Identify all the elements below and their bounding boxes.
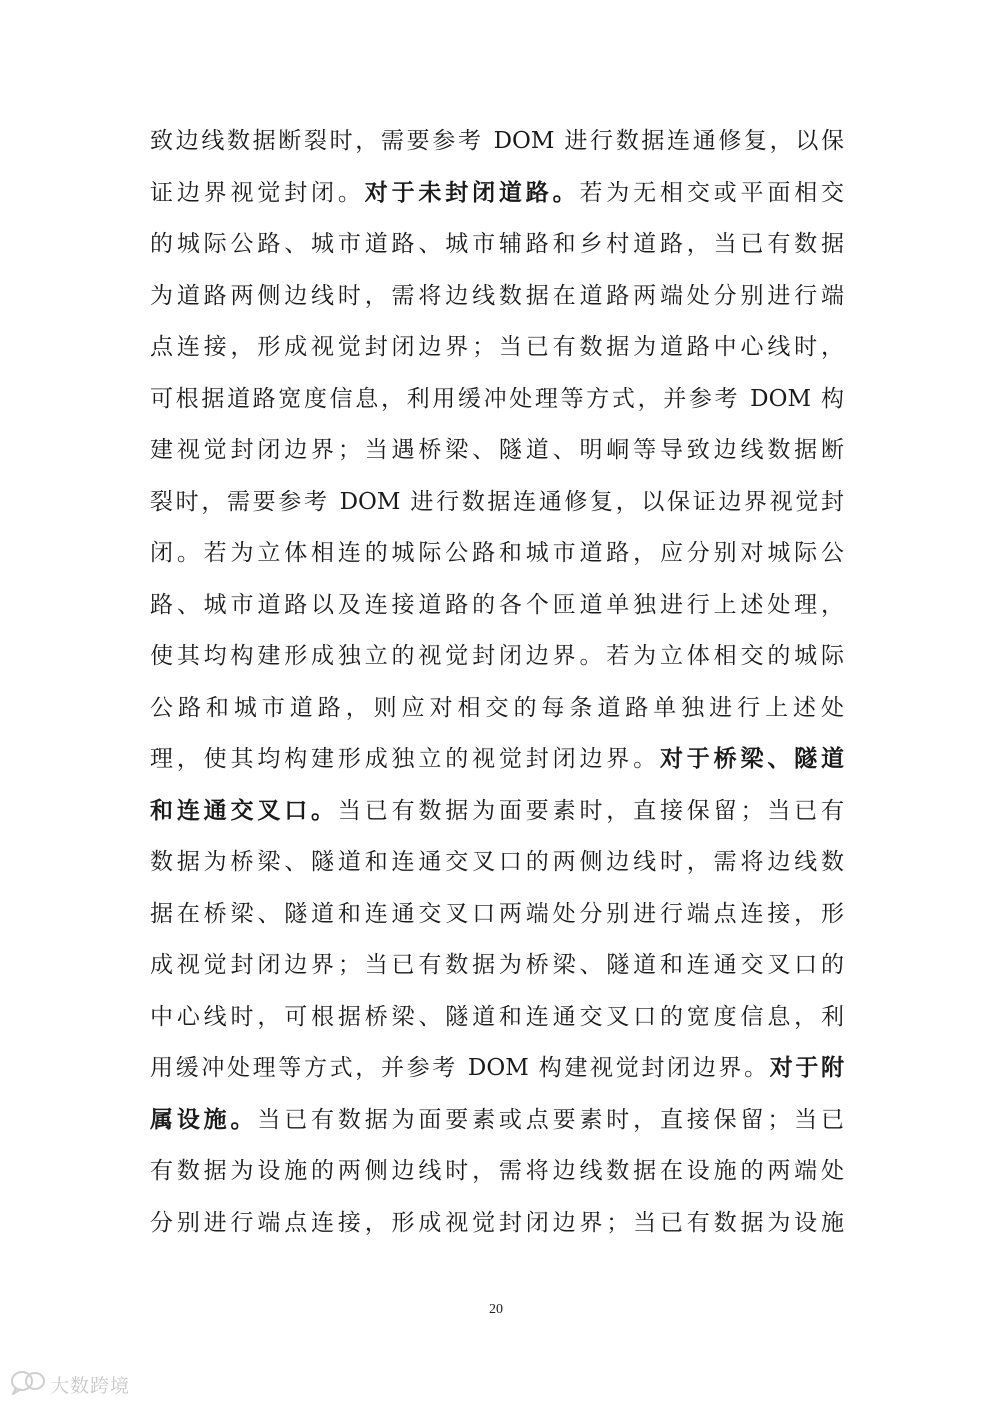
watermark <box>10 1370 130 1398</box>
body-text-span: 中心线时，可根据桥梁、隧道和连通交叉口的宽度信息，利 <box>150 1003 844 1030</box>
body-text-span: 证边界视觉封闭。 <box>150 179 365 206</box>
body-text-span: 当已有数据为面要素时，直接保留；当已有 <box>337 797 844 824</box>
body-text-span: 路、城市道路以及连接道路的各个匝道单独进行上述处理， <box>150 591 844 618</box>
body-text-span: 使其均构建形成独立的视觉封闭边界。若为立体相交的城际 <box>150 643 844 669</box>
body-text-span: 有数据为设施的两侧边线时，需将边线数据在设施的两端处 <box>150 1158 844 1184</box>
text-line <box>150 219 844 271</box>
text-line <box>150 889 844 941</box>
text-line <box>150 1198 844 1250</box>
page-number: 20 <box>489 1302 503 1317</box>
bold-heading-text: 对于附 <box>769 1055 844 1081</box>
body-text-span: 用缓冲处理等方式，并参考 DOM 构建视觉封闭边界。 <box>150 1055 770 1081</box>
watermark-text: 大数跨境 <box>50 1374 131 1397</box>
body-text-span: 的城际公路、城市道路、城市辅路和乡村道路，当已有数据 <box>150 231 844 257</box>
text-line <box>150 1043 844 1095</box>
body-text-span: 点连接，形成视觉封闭边界；当已有数据为道路中心线时， <box>150 334 844 360</box>
text-line <box>150 477 844 529</box>
text-line <box>150 116 844 168</box>
text-line <box>150 683 844 735</box>
text-line <box>150 168 844 220</box>
chat-bubble-logo-icon <box>10 1369 46 1399</box>
text-line <box>150 322 844 374</box>
body-text-span: 可根据道路宽度信息，利用缓冲处理等方式，并参考 DOM 构 <box>150 385 844 412</box>
text-line <box>150 992 844 1044</box>
text-line <box>150 940 844 992</box>
text-line <box>150 425 844 477</box>
body-text-span: 分别进行端点连接，形成视觉封闭边界；当已有数据为设施 <box>150 1209 844 1236</box>
body-text-span: 当已有数据为面要素或点要素时，直接保留；当已 <box>257 1106 844 1133</box>
text-line <box>150 1095 844 1147</box>
bold-heading-text: 属设施。 <box>150 1106 258 1133</box>
body-text-span: 数据为桥梁、隧道和连通交叉口的两侧边线时，需将边线数 <box>150 849 844 875</box>
text-line <box>150 271 844 323</box>
bold-heading-text: 对于未封闭道路。 <box>364 179 580 206</box>
body-text-span: 致边线数据断裂时，需要参考 DOM 进行数据连通修复，以保 <box>150 128 844 154</box>
text-line <box>150 837 844 889</box>
body-text-span: 若为无相交或平面相交 <box>579 179 844 206</box>
body-paragraph <box>150 116 844 1249</box>
body-text-span: 公路和城市道路，则应对相交的每条道路单独进行上述处 <box>150 694 844 721</box>
text-line <box>150 631 844 683</box>
body-text-span: 理，使其均构建形成独立的视觉封闭边界。 <box>150 746 660 772</box>
body-text-span: 成视觉封闭边界；当已有数据为桥梁、隧道和连通交叉口的 <box>150 952 844 978</box>
body-text-span: 闭。若为立体相连的城际公路和城市道路，应分别对城际公 <box>150 540 844 566</box>
text-line <box>150 374 844 426</box>
text-line <box>150 528 844 580</box>
text-line <box>150 1146 844 1198</box>
body-text-span: 为道路两侧边线时，需将边线数据在道路两端处分别进行端 <box>150 282 844 309</box>
body-text-span: 裂时，需要参考 DOM 进行数据连通修复，以保证边界视觉封 <box>150 488 844 515</box>
bold-heading-text: 和连通交叉口。 <box>150 797 338 824</box>
text-line <box>150 786 844 838</box>
body-text-span: 据在桥梁、隧道和连通交叉口两端处分别进行端点连接，形 <box>150 900 844 927</box>
text-line <box>150 734 844 786</box>
body-text-span: 建视觉封闭边界；当遇桥梁、隧道、明峒等导致边线数据断 <box>150 437 844 463</box>
bold-heading-text: 对于桥梁、隧道 <box>659 746 844 772</box>
text-line <box>150 580 844 632</box>
